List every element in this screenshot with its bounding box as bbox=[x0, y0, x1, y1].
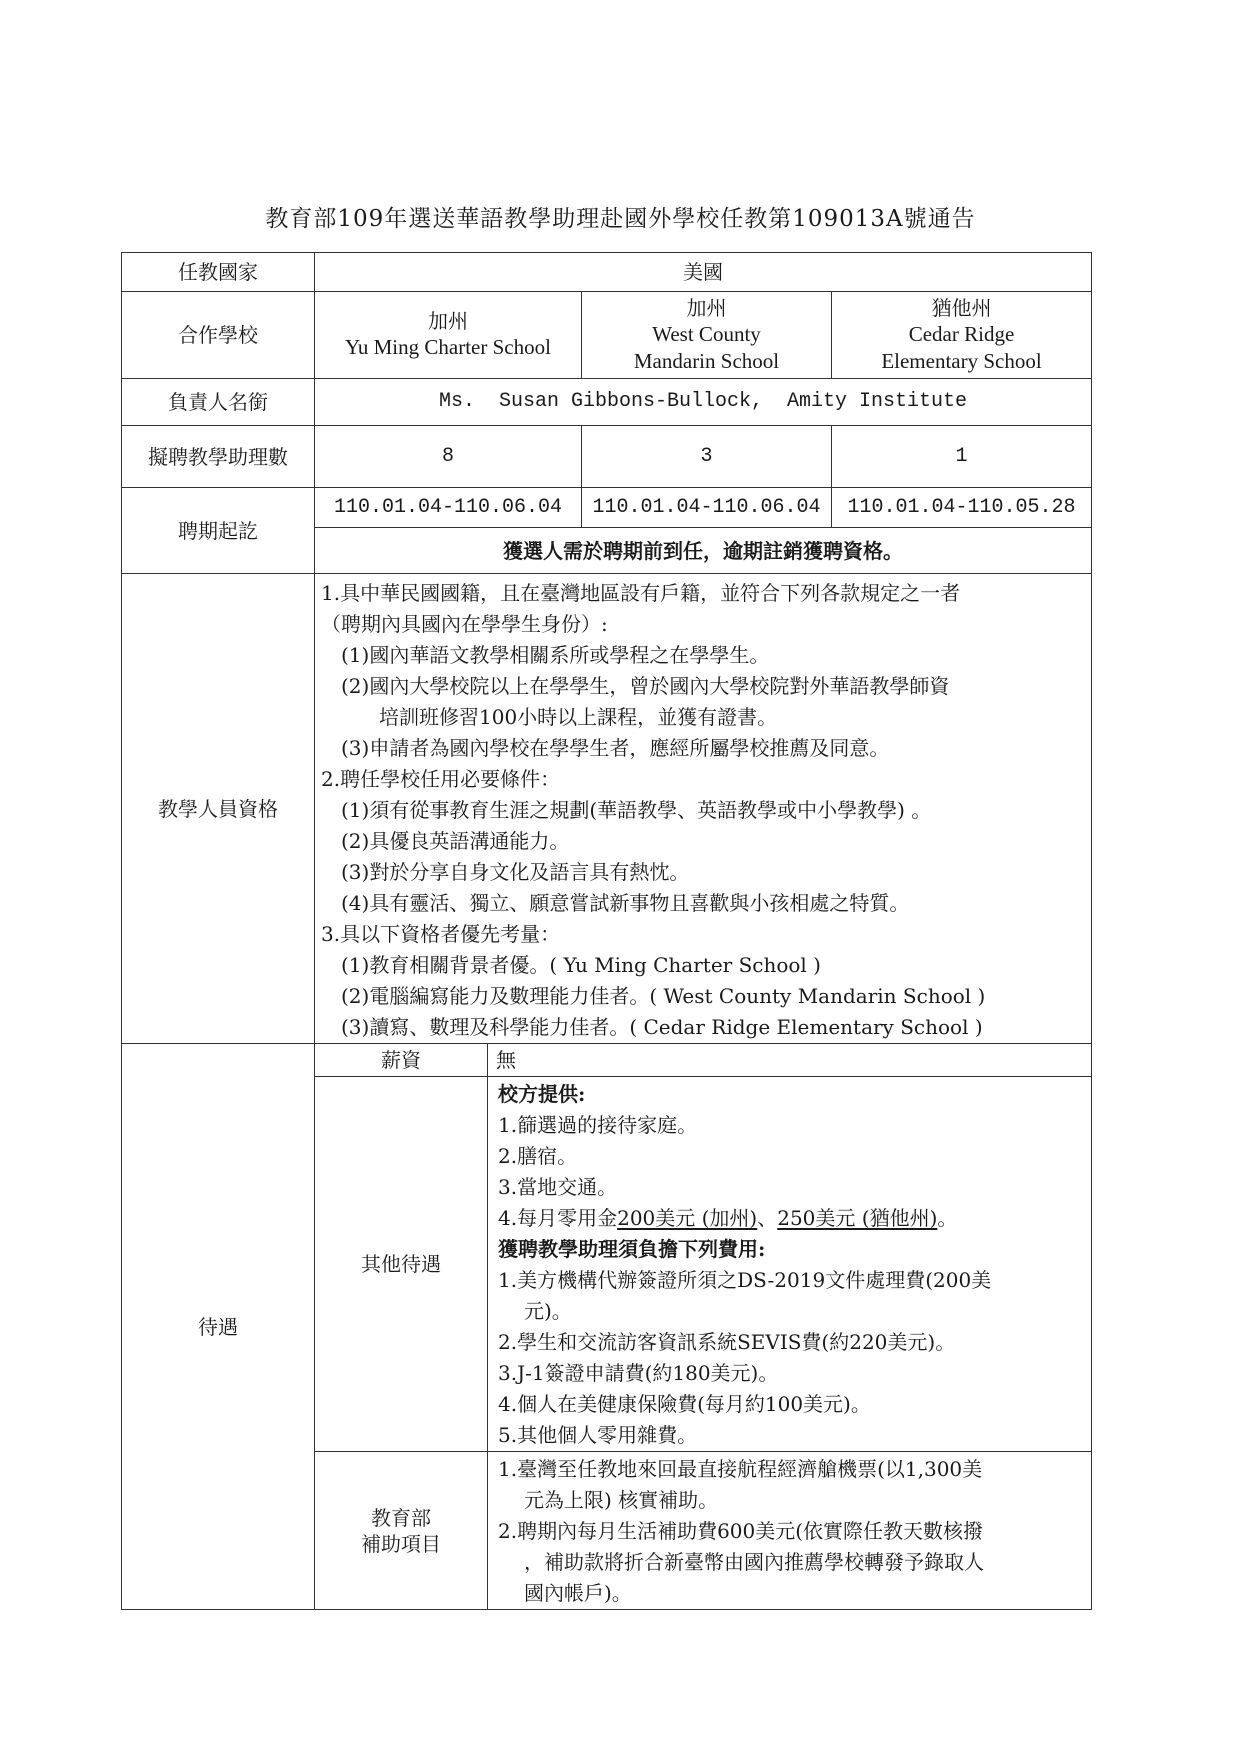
row-period bbox=[122, 488, 1092, 528]
value-country: 美國 bbox=[315, 253, 1092, 292]
costs-heading: 獲聘教學助理須負擔下列費用: bbox=[498, 1237, 766, 1261]
label-schools: 合作學校 bbox=[122, 292, 315, 379]
qual-line: (3)讀寫、數理及科學能力佳者。( Cedar Ridge Elementary School ) bbox=[341, 1015, 983, 1039]
allowance-line: 4.每月零用金200美元 (加州)、250美元 (猶他州)。 bbox=[498, 1206, 958, 1230]
label-period: 聘期起訖 bbox=[122, 488, 315, 574]
label-other-benefits: 其他待遇 bbox=[315, 1077, 488, 1452]
subsidy-line: 元為上限) 核實補助。 bbox=[524, 1488, 719, 1512]
row-salary bbox=[122, 1044, 1092, 1077]
subsidy-line: 1.臺灣至任教地來回最直接航程經濟艙機票(以1,300美 bbox=[498, 1457, 983, 1481]
qualifications-list bbox=[315, 574, 1092, 1044]
qual-line: 1.具中華民國國籍，且在臺灣地區設有戶籍，並符合下列各款規定之一者 bbox=[321, 581, 961, 605]
count-3: 1 bbox=[832, 426, 1092, 488]
school-2-name-line2: Mandarin School bbox=[633, 349, 780, 373]
school-provides-heading: 校方提供: bbox=[498, 1082, 586, 1106]
school-2-name-line1: West County bbox=[652, 321, 761, 346]
label-qualifications: 教學人員資格 bbox=[122, 574, 315, 1044]
cost-line: 4.個人在美健康保險費(每月約100美元)。 bbox=[498, 1392, 871, 1416]
period-note: 獲選人需於聘期前到任，逾期註銷獲聘資格。 bbox=[315, 528, 1092, 574]
school-3-name-line2: Elementary School bbox=[881, 349, 1042, 373]
school-1 bbox=[315, 292, 582, 379]
qual-line: 培訓班修習100小時以上課程，並獲有證書。 bbox=[379, 705, 778, 729]
qual-line: (2)具優良英語溝通能力。 bbox=[341, 829, 570, 853]
school-1-name: Yu Ming Charter School bbox=[345, 335, 551, 360]
school-2 bbox=[582, 292, 832, 379]
cost-line: 5.其他個人零用雜費。 bbox=[498, 1423, 698, 1447]
cost-line: 2.學生和交流訪客資訊系統SEVIS費(約220美元)。 bbox=[498, 1330, 956, 1354]
qual-line: 2.聘任學校任用必要條件： bbox=[321, 767, 561, 791]
subsidy-line: ，補助款將折合新臺幣由國內推薦學校轉發予錄取人 bbox=[524, 1550, 984, 1574]
cost-line: 元)。 bbox=[524, 1299, 572, 1323]
row-qualifications bbox=[122, 574, 1092, 1044]
benefit-line: 2.膳宿。 bbox=[498, 1144, 578, 1168]
period-1: 110.01.04-110.06.04 bbox=[315, 488, 582, 528]
school-2-state: 加州 bbox=[686, 295, 727, 320]
benefit-line: 1.篩選過的接待家庭。 bbox=[498, 1113, 698, 1137]
school-3 bbox=[832, 292, 1092, 379]
qual-line: 3.具以下資格者優先考量： bbox=[321, 922, 561, 946]
label-count: 擬聘教學助理數 bbox=[122, 426, 315, 488]
row-country bbox=[122, 253, 1092, 292]
count-1: 8 bbox=[315, 426, 582, 488]
qual-line: (1)須有從事教育生涯之規劃(華語教學、英語教學或中小學教學) 。 bbox=[341, 798, 932, 822]
cost-line: 3.J-1簽證申請費(約180美元)。 bbox=[498, 1361, 779, 1385]
value-contact: Ms. Susan Gibbons-Bullock, Amity Institute bbox=[315, 379, 1092, 426]
allowance-ca: 200美元 (加州) bbox=[617, 1206, 758, 1230]
count-2: 3 bbox=[582, 426, 832, 488]
row-schools bbox=[122, 292, 1092, 379]
allowance-ut: 250美元 (猶他州) bbox=[777, 1206, 938, 1230]
notice-table bbox=[121, 252, 1092, 1610]
subsidy-line: 2.聘期內每月生活補助費600美元(依實際任教天數核撥 bbox=[498, 1519, 984, 1543]
document-title: 教育部109年選送華語教學助理赴國外學校任教第109013A號通告 bbox=[265, 206, 976, 232]
school-1-state: 加州 bbox=[428, 309, 468, 334]
qual-line: （聘期內具國內在學學生身份）: bbox=[321, 612, 608, 636]
value-salary: 無 bbox=[488, 1044, 1092, 1077]
row-contact bbox=[122, 379, 1092, 426]
cost-line: 1.美方機構代辦簽證所須之DS-2019文件處理費(200美 bbox=[498, 1268, 992, 1292]
school-3-name-line1: Cedar Ridge bbox=[908, 321, 1015, 346]
period-3: 110.01.04-110.05.28 bbox=[832, 488, 1092, 528]
label-contact: 負責人名銜 bbox=[122, 379, 315, 426]
school-3-state: 猶他州 bbox=[931, 295, 992, 320]
period-2: 110.01.04-110.06.04 bbox=[582, 488, 832, 528]
benefit-line: 3.當地交通。 bbox=[498, 1175, 618, 1199]
subsidy-line: 國內帳戶)。 bbox=[524, 1581, 632, 1605]
qual-line: (1)國內華語文教學相關系所或學程之在學學生。 bbox=[341, 643, 770, 667]
row-count bbox=[122, 426, 1092, 488]
label-benefits: 待遇 bbox=[122, 1044, 315, 1610]
label-salary: 薪資 bbox=[315, 1044, 488, 1077]
qual-line: (2)國內大學校院以上在學學生，曾於國內大學校院對外華語教學師資 bbox=[341, 674, 950, 698]
qual-line: (2)電腦編寫能力及數理能力佳者。( West County Mandarin School ) bbox=[341, 984, 986, 1008]
qual-line: (3)申請者為國內學校在學學生者，應經所屬學校推薦及同意。 bbox=[341, 736, 890, 760]
qual-line: (1)教育相關背景者優。( Yu Ming Charter School ) bbox=[341, 953, 821, 977]
qual-line: (3)對於分享自身文化及語言具有熱忱。 bbox=[341, 860, 690, 884]
moe-subsidy-list bbox=[488, 1452, 1092, 1610]
other-benefits-list bbox=[488, 1077, 1092, 1452]
label-moe-subsidy: 教育部 補助項目 bbox=[315, 1452, 488, 1610]
qual-line: (4)具有靈活、獨立、願意嘗試新事物且喜歡與小孩相處之特質。 bbox=[341, 891, 910, 915]
label-country: 任教國家 bbox=[122, 253, 315, 292]
